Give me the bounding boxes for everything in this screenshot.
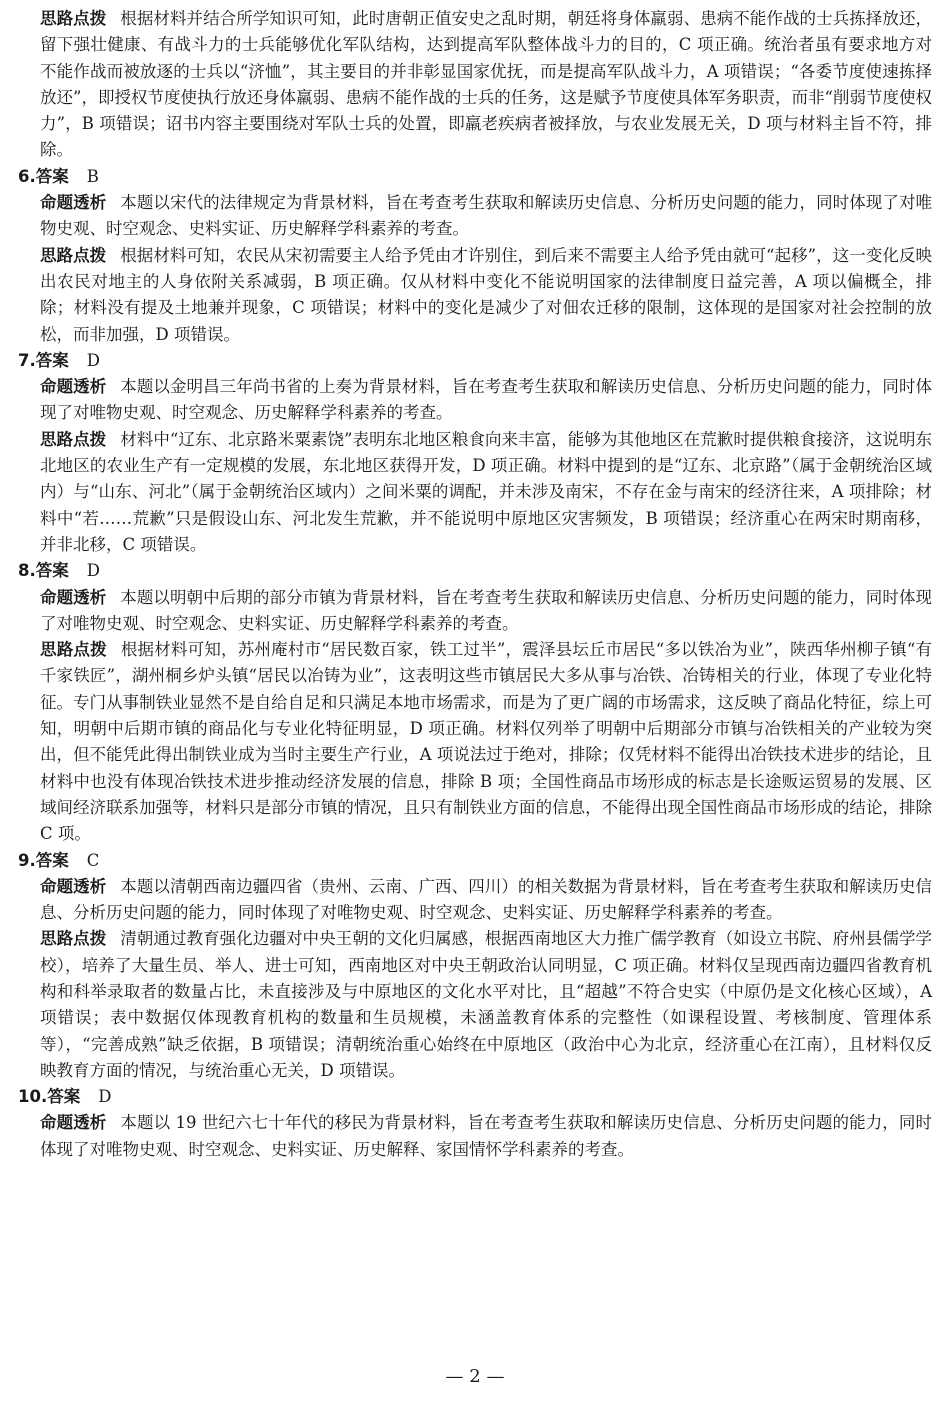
paragraph-label: 命题透析 — [40, 587, 107, 607]
answer-value: D — [86, 350, 100, 370]
reasoning-paragraph — [40, 243, 932, 348]
paragraph-text: 本题以 19 世纪六七十年代的移民为背景材料，旨在考查考生获取和解读历史信息、分析历史问题的能力，同时体现了对唯物史观、时空观念、史料实证、历史解释、家国情怀学科素养的考查。 — [40, 1113, 932, 1159]
analysis-paragraph — [40, 585, 932, 638]
reasoning-paragraph — [40, 6, 932, 164]
answer-label: 答案 — [47, 1087, 81, 1107]
paragraph-label: 思路点拨 — [40, 429, 107, 449]
page-number: — 2 — — [445, 1366, 505, 1387]
answer-line — [18, 558, 932, 584]
paragraph-label: 思路点拨 — [40, 640, 107, 660]
paragraph-text: 本题以明朝中后期的部分市镇为背景材料，旨在考查考生获取和解读历史信息、分析历史问题的能力，同时体现了对唯物史观、时空观念、史料实证、历史解释学科素养的考查。 — [40, 587, 933, 633]
answer-label: 答案 — [35, 850, 69, 870]
question-number: 10. — [18, 1087, 48, 1107]
analysis-paragraph — [40, 874, 932, 927]
analysis-paragraph — [40, 1110, 932, 1163]
paragraph-label: 命题透析 — [40, 876, 107, 896]
reasoning-paragraph — [40, 926, 932, 1084]
paragraph-text: 本题以宋代的法律规定为背景材料，旨在考查考生获取和解读历史信息、分析历史问题的能力，同时体现了对唯物史观、时空观念、史料实证、历史解释学科素养的考查。 — [40, 193, 933, 239]
paragraph-label: 命题透析 — [40, 193, 107, 213]
answer-value: D — [86, 561, 100, 581]
paragraph-text: 材料中“辽东、北京路米粟素饶”表明东北地区粮食向来丰富，能够为其他地区在荒歉时提供粮食接济，这说明东北地区的农业生产有一定规模的发展，东北地区获得开发，D 项正确。材料中提到的是“辽东、北京路”（属于金朝统治区域内）与“山东、河北”（属于金朝统治区域内）之间米粟的调配，并未涉及南宋，不存在金与南宋的经济往来，A 项排除；材料中“若……荒歉”只是假设山东、河北发生荒歉，并不能说明中原地区灾害频发，B 项错误；经济重心在两宋时期南移，并非北移，C 项错误。 — [40, 429, 933, 554]
question-number: 8. — [18, 561, 36, 581]
paragraph-label: 命题透析 — [40, 377, 107, 397]
paragraph-label: 思路点拨 — [40, 9, 107, 28]
analysis-paragraph — [40, 190, 932, 243]
reasoning-paragraph — [40, 427, 932, 558]
answer-label: 答案 — [35, 350, 69, 370]
analysis-paragraph — [40, 374, 932, 427]
answer-line — [18, 848, 932, 874]
paragraph-text: 本题以清朝西南边疆四省（贵州、云南、广西、四川）的相关数据为背景材料，旨在考查考生获取和解读历史信息、分析历史问题的能力，同时体现了对唯物史观、时空观念、史料实证、历史解释学科素养的考查。 — [40, 876, 933, 923]
question-number: 9. — [18, 850, 36, 870]
question-number: 6. — [18, 166, 36, 186]
paragraph-label: 思路点拨 — [40, 929, 107, 949]
reasoning-paragraph — [40, 637, 932, 847]
question-number: 7. — [18, 350, 36, 370]
answer-line — [18, 348, 932, 374]
answer-value: C — [86, 850, 100, 870]
paragraph-text: 清朝通过教育强化边疆对中央王朝的文化归属感，根据西南地区大力推广儒学教育（如设立书院、府州县儒学学校），培养了大量生员、举人、进士可知，西南地区对中央王朝政治认同明显，C 项正确。材料仅呈现西南边疆四省教育机构和科举录取者的数量占比，未直接涉及与中原地区的文化水平对比，且“超越”不符合史实（中原仍是文化核心区域），A 项错误；表中数据仅体现教育机构的数量和生员规模，未涵盖教育体系的完整性（如课程设置、考核制度、管理体系等），“完善成熟”缺乏依据，B 项错误；清朝统治重心始终在中原地区（政治中心为北京，经济重心在江南），且材料仅反映教育方面的情况，与统治重心无关，D 项错误。 — [40, 929, 933, 1080]
answer-value: B — [86, 166, 99, 186]
answer-line — [18, 1084, 932, 1110]
answer-line — [18, 164, 932, 190]
answer-label: 答案 — [35, 166, 69, 186]
answer-label: 答案 — [35, 561, 69, 581]
paragraph-text: 根据材料可知，苏州庵村市“居民数百家，铁工过半”，震泽县坛丘市居民“多以铁冶为业”，陕西华州柳子镇“有千家铁匠”，湖州桐乡炉头镇“居民以冶铸为业”，这表明这些市镇居民大多从事与冶铁、冶铸相关的行业，体现了专业化特征。专门从事制铁业显然不是自给自足和只满足本地市场需求，而是为了更广阔的市场需求，这反映了商品化特征，综上可知，明朝中后期市镇的商品化与专业化特征明显，D 项正确。材料仅列举了明朝中后期部分市镇与冶铁相关的产业较为突出，但不能凭此得出制铁业成为当时主要生产行业，A 项说法过于绝对，排除；仅凭材料不能得出冶铁技术进步的结论，且材料中也没有体现冶铁技术进步推动经济发展的信息，排除 B 项；全国性商品市场形成的标志是长途贩运贸易的发展、区域间经济联系加强等，材料只是部分市镇的情况，且只有制铁业方面的信息，不能得出现全国性商品市场形成的结论，排除 C 项。 — [40, 640, 933, 844]
paragraph-text: 根据材料可知，农民从宋初需要主人给予凭由才许别住，到后来不需要主人给予凭由就可“起移”，这一变化反映出农民对地主的人身依附关系减弱，B 项正确。仅从材料中变化不能说明国家的法律制度日益完善，A 项以偏概全，排除；材料没有提及土地兼并现象，C 项错误；材料中的变化是减少了对佃农迁移的限制，这体现的是国家对社会控制的放松，而非加强，D 项错误。 — [40, 245, 933, 344]
paragraph-text: 本题以金明昌三年尚书省的上奏为背景材料，旨在考查考生获取和解读历史信息、分析历史问题的能力，同时体现了对唯物史观、时空观念、历史解释学科素养的考查。 — [40, 377, 933, 423]
paragraph-label: 命题透析 — [40, 1113, 107, 1133]
answer-value: D — [98, 1087, 112, 1107]
paragraph-label: 思路点拨 — [40, 245, 107, 265]
paragraph-text: 根据材料并结合所学知识可知，此时唐朝正值安史之乱时期，朝廷将身体羸弱、患病不能作战的士兵拣择放还，留下强壮健康、有战斗力的士兵能够优化军队结构，达到提高军队整体战斗力的目的，C 项正确。统治者虽有要求地方对不能作战而被放逐的士兵以“济恤”，其主要目的并非彰显国家优抚，而是提高军队战斗力，A 项错误；“各委节度使速拣择放还”，即授权节度使执行放还身体羸弱、患病不能作战的士兵的任务，这是赋予节度使具体军务职责，而非“削弱节度使权力”，B 项错误；诏书内容主要围绕对军队士兵的处置，即羸老疾病者被择放，与农业发展无关，D 项与材料主旨不符，排除。 — [40, 9, 933, 160]
answer-explanations — [18, 6, 932, 1163]
